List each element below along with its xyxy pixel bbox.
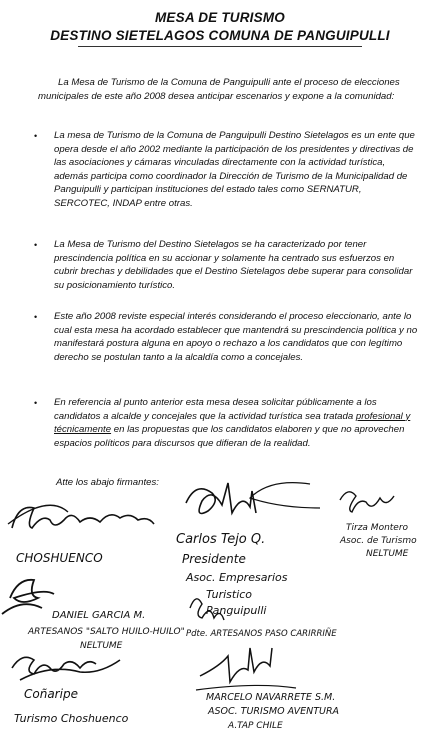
signature-scribble-6 [12, 657, 120, 680]
bullet-1: • [34, 131, 38, 141]
signature-4-place: NELTUME [80, 641, 123, 651]
closing-line: Atte los abajo firmantes: [56, 477, 159, 488]
signature-2-org: Asoc. de Turismo [340, 536, 417, 546]
paragraph-1: La mesa de Turismo de la Comuna de Panguipulli Destino Sietelagos es un ente que opera desde el año 2002 mediante la participación de los presidentes y directivas de las asociaciones y cámaras vinculadas directamente con la actividad turística, además participa como coordinador la Dirección de Turismo de la Municipalidad de Panguipulli y participan instituciones del estado tales como SERNATUR, SERCOTEC, INDAP entre otras. [54, 130, 415, 209]
signature-scribble-3 [12, 507, 154, 528]
signature-scribble-2 [340, 492, 394, 512]
signature-7-org: ASOC. TURISMO AVENTURA [208, 706, 340, 717]
signature-3-place: CHOSHUENCO [16, 551, 103, 565]
signature-7-org2: A.TAP CHILE [228, 721, 283, 731]
document-subtitle: DESTINO SIETELAGOS COMUNA DE PANGUIPULLI [50, 28, 390, 43]
bullet-3: • [34, 312, 38, 322]
signature-scribble-7 [200, 648, 272, 682]
signature-1-name: Carlos Tejo Q. [176, 532, 266, 547]
bullet-4: • [34, 398, 38, 408]
intro-paragraph: La Mesa de Turismo de la Comuna de Panguipulli ante el proceso de elecciones municipales de este año 2008 desea anticipar escenarios y expone a la comunidad: [38, 77, 400, 102]
signature-scribble-1 [186, 483, 256, 513]
signature-7-name: MARCELO NAVARRETE S.M. [206, 692, 336, 703]
signature-7-flourish [196, 685, 296, 690]
signature-scribble-4 [2, 580, 54, 614]
signature-4-org: ARTESANOS "SALTO HUILO-HUILO" [28, 627, 185, 637]
signature-4-name: DANIEL GARCIA M. [52, 610, 146, 621]
paragraph-4-text-b: en las propuestas que los candidatos elaboren y que no aprovechen espacios políticos para discursos que difieran de la realidad. [54, 424, 405, 449]
paragraph-4-text-a: En referencia al punto anterior esta mesa desea solicitar públicamente a los candidatos a alcalde y concejales que la actividad turística sea tratada [54, 397, 377, 422]
signature-6-org: Turismo Choshuenco [14, 712, 129, 725]
signature-1-org: Asoc. Empresarios [186, 571, 288, 584]
signature-1-role: Presidente [182, 552, 246, 566]
signature-2-name: Tirza Montero [346, 523, 409, 533]
bullet-2: • [34, 240, 38, 250]
signature-6-place: Coñaripe [24, 687, 78, 701]
signature-2-place: NELTUME [366, 549, 409, 559]
document-title: MESA DE TURISMO [154, 10, 285, 25]
paragraph-4-underlined: profesional y técnicamente [54, 410, 411, 436]
paragraph-3: Este año 2008 reviste especial interés considerando el proceso eleccionario, ante lo cual esta mesa ha acordado establecer que mantendrá su prescindencia política y no manifestará postura alguna en apoyo o rechazo a los candidatos que con legítimo derecho se postulan tanto a la alcaldía como a concejales. [54, 311, 418, 363]
signature-1-flourish [250, 483, 320, 508]
paragraph-2: La Mesa de Turismo del Destino Sietelagos se ha caracterizado por tener prescindencia política en su accionar y solamente ha centrado sus esfuerzos en cubrir brechas y debilidades que el Destino Sietelagos debe superar para consolidar su posicionamiento turístico. [54, 239, 413, 291]
signature-5-org: Pdte. ARTESANOS PASO CARIRRIÑE [186, 629, 337, 639]
signature-1-org2: Turistico [206, 588, 253, 601]
signature-1-city: Panguipulli [206, 604, 267, 617]
